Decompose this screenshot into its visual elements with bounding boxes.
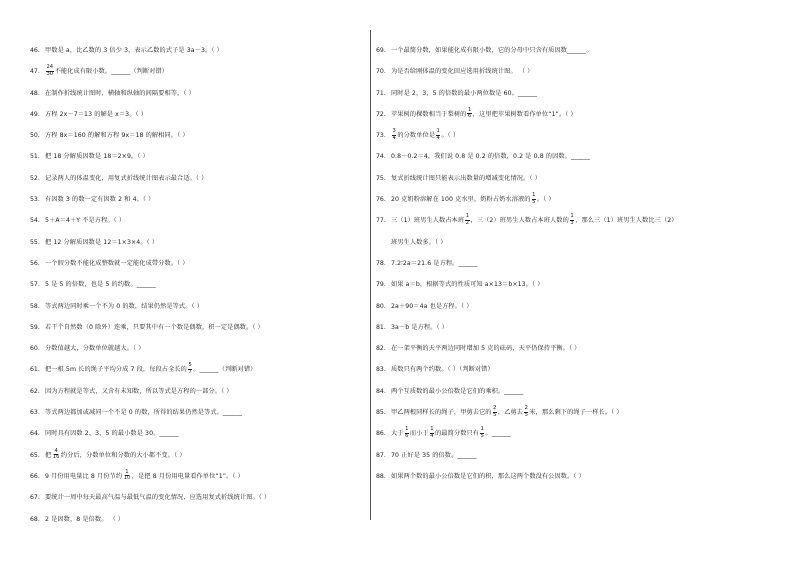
question-text: 不能化成有限小数。______（判断对错） bbox=[54, 68, 169, 76]
question-text: 70 正好是 35 的倍数。______ bbox=[391, 451, 477, 459]
question-item bbox=[30, 232, 366, 253]
fraction-numerator: 1 bbox=[465, 213, 470, 220]
question-item bbox=[30, 445, 366, 466]
question-item bbox=[376, 61, 766, 82]
fraction bbox=[465, 214, 469, 226]
question-number: 55. bbox=[30, 238, 40, 246]
fraction-numerator: 4 bbox=[54, 447, 58, 454]
fraction-denominator: 10 bbox=[123, 475, 131, 482]
question-number: 67. bbox=[30, 494, 40, 502]
fraction bbox=[570, 214, 574, 226]
question-number: 48. bbox=[30, 89, 40, 97]
question-number: 83. bbox=[376, 366, 386, 374]
fraction-numerator: 1 bbox=[480, 426, 484, 433]
question-item bbox=[30, 40, 366, 61]
question-item bbox=[376, 40, 766, 61]
question-text: ，乙剪去 bbox=[497, 409, 524, 417]
question-text: 把 18 分解质因数是 18＝2×9。（ ） bbox=[45, 153, 149, 161]
question-item bbox=[30, 146, 366, 167]
question-text: 三（1）班男生人数占本班 bbox=[391, 217, 465, 225]
question-item bbox=[30, 104, 366, 125]
question-number: 78. bbox=[376, 259, 386, 267]
question-item bbox=[30, 274, 366, 295]
question-number: 77. bbox=[376, 217, 386, 225]
question-item bbox=[30, 317, 366, 338]
fraction-numerator: 1 bbox=[436, 128, 440, 135]
question-text: 一个假分数不能化成整数就一定能化成带分数。（ ） bbox=[45, 259, 189, 267]
question-text: 方程 2x－7＝13 的解是 x＝3。（ ） bbox=[45, 110, 148, 118]
question-text: 5 是 5 的倍数，也是 5 的约数。______ bbox=[45, 281, 156, 289]
question-item bbox=[376, 466, 766, 487]
question-item bbox=[30, 296, 366, 317]
left-question-column bbox=[30, 40, 366, 530]
question-number: 71. bbox=[376, 89, 386, 97]
question-number: 51. bbox=[30, 153, 40, 161]
question-item bbox=[30, 83, 366, 104]
question-number: 84. bbox=[376, 387, 386, 395]
column-divider bbox=[370, 30, 371, 520]
question-text: 记录两人的体温变化，用复式折线统计图表示最合适。（ ） bbox=[45, 174, 208, 182]
question-number: 66. bbox=[30, 472, 40, 480]
question-item bbox=[376, 125, 766, 146]
question-number: 72. bbox=[376, 110, 386, 118]
question-text: 若干个自然数（0 除外）连乘，只要其中有一个数是偶数，积一定是偶数。（ ） bbox=[45, 323, 264, 331]
question-number: 81. bbox=[376, 323, 386, 331]
fraction bbox=[405, 427, 409, 439]
question-text: 方程 8x＝160 的解和方程 9x＝18 的解相同。（ ） bbox=[45, 132, 189, 140]
question-number: 58. bbox=[30, 302, 40, 310]
question-text: 复式折线统计图只能表示出数量的增减变化情况。（ ） bbox=[391, 174, 541, 182]
question-text: 一个最简分数，如果能化成有限小数，它的分母中只含有质因数______。 bbox=[391, 47, 593, 54]
fraction-numerator: 1 bbox=[570, 213, 574, 220]
fraction-denominator: 5 bbox=[480, 432, 484, 439]
question-number: 69. bbox=[376, 47, 386, 54]
question-item bbox=[30, 359, 366, 380]
fraction-denominator: 16 bbox=[52, 454, 60, 461]
question-text: 因为方程就是等式，又含有未知数，所以等式是方程的一部分。（ ） bbox=[45, 387, 233, 395]
question-text: 把 12 分解质因数是 12＝1×3×4。（ ） bbox=[45, 238, 159, 246]
question-item bbox=[30, 189, 366, 210]
question-text: 的分数单位是 bbox=[397, 132, 436, 140]
question-text: 班男生人数多。（ ） bbox=[391, 238, 447, 246]
question-number: 87. bbox=[376, 451, 386, 459]
question-text: 7.2∶2a＝21.6 是方程。______ bbox=[391, 259, 478, 267]
question-item bbox=[376, 253, 766, 274]
question-text: 2a＋90＝4a 也是方程。（ ） bbox=[391, 302, 473, 310]
fraction bbox=[52, 449, 60, 461]
question-item bbox=[30, 381, 366, 402]
question-number: 79. bbox=[376, 281, 386, 289]
question-text: 等式两边同时乘一个不为 0 的数，结果仍然是等式。（ ） bbox=[45, 302, 204, 310]
question-item bbox=[376, 338, 766, 359]
question-item bbox=[30, 61, 366, 82]
question-text: 而小于 bbox=[409, 430, 429, 438]
question-text: 要统计一周中每天最高气温与最低气温的变化情况，应选用复式折线统计图。（ ） bbox=[45, 494, 271, 502]
question-number: 82. bbox=[376, 345, 386, 353]
fraction-denominator: 4 bbox=[430, 432, 434, 439]
fraction bbox=[436, 129, 440, 141]
question-number: 47. bbox=[30, 68, 40, 76]
question-number: 61. bbox=[30, 366, 40, 374]
question-text: 5＋A＝4＋Y 不是方程。（ ） bbox=[45, 217, 126, 225]
question-item bbox=[376, 189, 766, 210]
fraction-numerator: 2 bbox=[524, 404, 528, 411]
fraction bbox=[46, 65, 54, 77]
question-text: 甲数是 a，比乙数的 3 倍少 3，表示乙数的式子是 3a－3。（ ） bbox=[45, 47, 223, 54]
fraction bbox=[524, 406, 528, 418]
question-text: 的最简分数只有 bbox=[435, 430, 480, 438]
fraction-denominator: 5 bbox=[493, 411, 497, 418]
question-number: 56. bbox=[30, 259, 40, 267]
fraction-numerator: 1 bbox=[430, 426, 434, 433]
question-text: 。______（判断对错） bbox=[193, 366, 257, 374]
question-text: 把 bbox=[45, 451, 52, 459]
fraction bbox=[430, 427, 434, 439]
question-item bbox=[376, 232, 766, 253]
question-text: ，那么三（1）班男生人数比三（2） bbox=[575, 217, 678, 225]
question-number: 53. bbox=[30, 196, 40, 204]
question-number: 85. bbox=[376, 409, 386, 417]
fraction-numerator: 2 bbox=[493, 404, 497, 411]
question-text: ，这里把苹果树数看作单位“1”。（ ） bbox=[472, 110, 577, 118]
fraction-numerator: 3 bbox=[392, 128, 396, 135]
question-item bbox=[376, 168, 766, 189]
fraction bbox=[188, 363, 192, 375]
fraction bbox=[392, 129, 396, 141]
question-text: 约分后，分数单位和分数的大小都不变。（ ） bbox=[60, 451, 186, 459]
fraction-denominator: 6 bbox=[405, 432, 409, 439]
question-item bbox=[30, 125, 366, 146]
question-item bbox=[30, 487, 366, 508]
question-text: 20 克奶粉溶解在 100 克水里，奶粉占奶水溶液的 bbox=[391, 196, 531, 204]
question-text: 。______ bbox=[485, 430, 511, 438]
question-item bbox=[376, 445, 766, 466]
question-text: 同时具有因数 2、3、5 的最小数是 30。______ bbox=[45, 430, 179, 438]
question-item bbox=[376, 274, 766, 295]
question-text: 苹果树的棵数相当于梨树的 bbox=[391, 110, 467, 118]
question-item bbox=[30, 466, 366, 487]
question-number: 86. bbox=[376, 430, 386, 438]
fraction bbox=[123, 470, 131, 482]
question-text: 2 是因数，8 是倍数。 （ ） bbox=[45, 515, 125, 523]
fraction-denominator: 3 bbox=[570, 219, 574, 226]
question-text: 0.8－0.2＝4，我们说 0.8 是 0.2 的倍数，0.2 是 0.8 的因数。______ bbox=[391, 153, 591, 161]
question-text: 有因数 3 的数一定有因数 2 和 4。（ ） bbox=[45, 196, 155, 204]
fraction-denominator: 4 bbox=[436, 134, 440, 141]
question-item bbox=[30, 168, 366, 189]
question-number: 65. bbox=[30, 451, 40, 459]
question-text: 甲乙两根同样长的绳子，甲剪去它的 bbox=[391, 409, 492, 417]
question-text: 同时是 2，3，5 的倍数的最小两位数是 60。______ bbox=[391, 89, 538, 97]
fraction-numerator: 1 bbox=[125, 468, 129, 475]
question-item bbox=[30, 210, 366, 231]
question-text: 分数值越大，分数单位就越大。（ ） bbox=[45, 345, 145, 353]
question-text: 。（ ） bbox=[536, 196, 555, 204]
question-number: 70. bbox=[376, 68, 386, 76]
right-question-column bbox=[376, 40, 766, 487]
question-item bbox=[376, 359, 766, 380]
question-item bbox=[376, 146, 766, 167]
question-text: 在一架平衡的天平两边同时增加 5 克的砝码，天平仍保持平衡。（ ） bbox=[391, 345, 581, 353]
question-text: 9 月份用电量比 8 月份节约 bbox=[45, 472, 123, 480]
question-text: 。（ ） bbox=[441, 132, 460, 140]
question-text: 如果两个数的最小公倍数是它们的积，那么这两个数没有公因数。（ ） bbox=[391, 472, 585, 480]
question-item bbox=[30, 402, 366, 423]
fraction-numerator: 5 bbox=[188, 362, 192, 369]
question-item bbox=[376, 210, 766, 231]
question-number: 80. bbox=[376, 302, 386, 310]
question-text: 质数只有两个约数。（ ）（判断对错） bbox=[391, 366, 494, 374]
question-text: 两个互质数的最小公倍数是它们的乘积。______ bbox=[391, 387, 524, 395]
question-number: 54. bbox=[30, 217, 40, 225]
fraction bbox=[480, 427, 484, 439]
question-text: 3a－b 是方程。（ ） bbox=[391, 323, 449, 331]
question-item bbox=[376, 423, 766, 444]
question-text: ，三（2）班男生人数占本班人数的 bbox=[470, 217, 569, 225]
question-number: 60. bbox=[30, 345, 40, 353]
question-number: 59. bbox=[30, 323, 40, 331]
question-number: 57. bbox=[30, 281, 40, 289]
fraction-denominator: 7 bbox=[188, 368, 192, 375]
question-item bbox=[30, 509, 366, 530]
question-item bbox=[376, 317, 766, 338]
question-number: 63. bbox=[30, 409, 40, 417]
question-item bbox=[376, 296, 766, 317]
question-text: 如果 a＝b，根据等式的性质可知 a×13＝b×13。（ ） bbox=[391, 281, 544, 289]
question-number: 88. bbox=[376, 472, 386, 480]
question-number: 52. bbox=[30, 174, 40, 182]
question-number: 64. bbox=[30, 430, 40, 438]
question-text: 为是否给刚体温的变化回应选用折线统计图。 （ ） bbox=[391, 68, 534, 76]
fraction-numerator: 24 bbox=[46, 64, 54, 71]
fraction bbox=[467, 108, 471, 120]
fraction-denominator: 4 bbox=[392, 134, 396, 141]
fraction bbox=[493, 406, 497, 418]
fraction-numerator: 1 bbox=[405, 426, 409, 433]
question-item bbox=[376, 83, 766, 104]
question-item bbox=[30, 423, 366, 444]
fraction bbox=[532, 193, 536, 205]
fraction-numerator: 1 bbox=[532, 191, 536, 198]
fraction-denominator: 6 bbox=[467, 113, 472, 120]
question-number: 76. bbox=[376, 196, 386, 204]
question-number: 49. bbox=[30, 110, 40, 118]
question-item bbox=[376, 381, 766, 402]
question-text: 米，那么剩下的绳子一样长。（ ） bbox=[529, 409, 623, 417]
fraction-denominator: 5 bbox=[524, 411, 528, 418]
question-number: 73. bbox=[376, 132, 386, 140]
question-item bbox=[376, 402, 766, 423]
question-text: 把一根 5m 长的绳子平均分成 7 段，每段占全长的 bbox=[45, 366, 187, 374]
question-number: 50. bbox=[30, 132, 40, 140]
fraction-denominator: 30 bbox=[46, 70, 54, 77]
question-number: 74. bbox=[376, 153, 386, 161]
question-number: 68. bbox=[30, 515, 40, 523]
question-number: 75. bbox=[376, 174, 386, 182]
question-item bbox=[30, 253, 366, 274]
question-text: ，是把 8 月份用电量看作单位“1”。（ ） bbox=[131, 472, 244, 480]
question-number: 46. bbox=[30, 47, 40, 54]
question-number: 62. bbox=[30, 387, 40, 395]
question-text: 大于 bbox=[391, 430, 404, 438]
fraction-denominator: 5 bbox=[532, 198, 536, 205]
question-text: 在制作折线统计图时，横轴和纵轴的间隔要相等。（ ） bbox=[45, 89, 195, 97]
fraction-numerator: 1 bbox=[467, 106, 472, 113]
fraction-denominator: 2 bbox=[465, 219, 470, 226]
question-item bbox=[376, 104, 766, 125]
question-text: 等式两边都加或减同一个不是 0 的数，所得的结果仍然是等式。______ bbox=[45, 409, 243, 417]
question-item bbox=[30, 338, 366, 359]
